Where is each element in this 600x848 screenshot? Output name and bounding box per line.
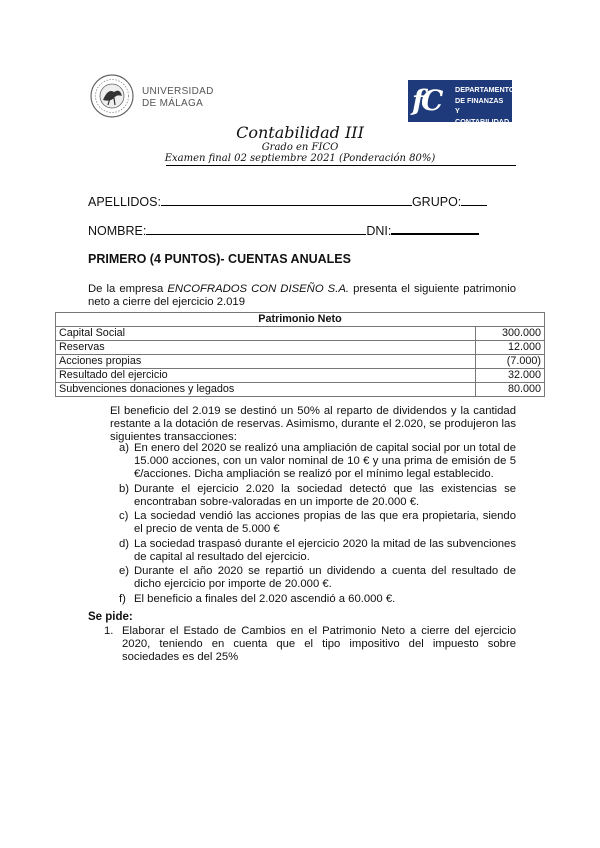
item-text: La sociedad vendió las acciones propias de las que era propietaria, siendo el precio de venta de 5.000 € — [134, 510, 516, 535]
table-header: Patrimonio Neto — [56, 313, 545, 327]
item-marker: d) — [119, 537, 130, 550]
row-value: 12.000 — [476, 341, 545, 355]
department-logo-mark: fC — [412, 84, 441, 117]
patrimonio-neto-table — [55, 312, 545, 397]
item-text: Durante el año 2020 se repartió un dividendo a cuenta del resultado de dicho ejercicio por importe de 20.000 €. — [134, 565, 516, 590]
exam-session: Examen final 02 septiembre 2021 (Ponderación 80%) — [164, 153, 436, 164]
exam-degree: Grado en FICO — [261, 142, 339, 153]
intro-before: De la empresa — [88, 283, 168, 295]
apellidos-label: APELLIDOS: — [88, 195, 161, 209]
row-value: 32.000 — [476, 369, 545, 383]
company-name: ENCOFRADOS CON DISEÑO S.A. — [167, 283, 350, 295]
intro-after: presenta el siguiente patrimonio neto a cierre del ejercicio 2.019 — [88, 283, 516, 308]
department-line-3: Y CONTABILIDAD — [455, 106, 510, 126]
section-title: PRIMERO (4 PUNTOS)- CUENTAS ANUALES — [88, 252, 351, 266]
nombre-row — [88, 220, 479, 239]
table-header-row — [56, 313, 545, 327]
item-marker: e) — [119, 565, 130, 577]
apellidos-field[interactable] — [161, 192, 412, 206]
row-value: 300.000 — [476, 327, 545, 341]
intro-text — [88, 283, 516, 309]
list-item — [110, 483, 516, 509]
university-line-2: DE MÁLAGA — [142, 98, 204, 109]
item-text: En enero del 2020 se realizó una ampliación de capital social por un total de 15.000 acciones, con un valor nominal de 10 € y una prima de emisión de 5 €/acciones. Dicha ampliación se realizó por el mínimo legal establecido. — [134, 442, 516, 480]
university-line-1: UNIVERSIDAD — [142, 86, 214, 97]
item-text: Durante el ejercicio 2.020 la sociedad detectó que las existencias se encontraban sobre-valoradas en un importe de 20.000 €. — [134, 482, 516, 508]
row-concept: Reservas — [56, 341, 476, 355]
item-marker: b) — [119, 482, 130, 495]
apellidos-row — [88, 192, 487, 210]
table-row — [56, 327, 545, 341]
exam-title: Contabilidad III — [236, 123, 364, 142]
item-text: El beneficio a finales del 2.020 ascendió a 60.000 €. — [134, 592, 396, 605]
grupo-label: GRUPO: — [411, 195, 462, 209]
department-name — [455, 85, 515, 127]
se-pide-heading: Se pide: — [88, 611, 133, 623]
list-item — [110, 510, 516, 536]
row-concept: Capital Social — [56, 327, 476, 341]
dni-label: DNI: — [366, 224, 392, 238]
university-seal-icon — [90, 74, 134, 118]
row-value: (7.000) — [476, 355, 545, 369]
item-text: La sociedad traspasó durante el ejercicio 2020 la mitad de las subvenciones de capital al resultado del ejercicio. — [134, 537, 516, 563]
table-row — [56, 355, 545, 369]
transactions-list — [110, 442, 516, 607]
row-concept: Acciones propias — [56, 355, 476, 369]
row-concept: Subvenciones donaciones y legados — [56, 383, 476, 397]
department-line-2: DE FINANZAS — [455, 95, 504, 105]
table-row — [56, 341, 545, 355]
list-item — [110, 565, 516, 591]
dni-field[interactable] — [391, 220, 479, 235]
item-marker: c) — [119, 510, 129, 522]
nombre-label: NOMBRE: — [88, 224, 147, 238]
item-marker: a) — [119, 442, 130, 454]
grupo-field[interactable] — [461, 192, 487, 206]
nombre-field[interactable] — [146, 221, 366, 235]
list-item — [110, 442, 516, 481]
table-row — [56, 369, 545, 383]
department-line-1: DEPARTAMENTO — [455, 85, 515, 94]
university-name — [142, 86, 214, 110]
question-item — [104, 625, 516, 664]
row-concept: Resultado del ejercicio — [56, 369, 476, 383]
question-text: Elaborar el Estado de Cambios en el Patrimonio Neto a cierre del ejercicio 2020, teniendo en cuenta que el tipo impositivo del impuesto sobre sociedades es del 25% — [122, 625, 516, 663]
item-marker: f) — [119, 592, 126, 605]
list-item — [110, 538, 516, 564]
row-value: 80.000 — [476, 383, 545, 397]
department-logo — [408, 80, 515, 126]
header-divider — [166, 165, 516, 166]
question-number: 1. — [104, 625, 114, 637]
table-row — [56, 383, 545, 397]
context-paragraph: El beneficio del 2.019 se destinó un 50% al reparto de dividendos y la cantidad restante a la dotación de reservas. Asimismo, durante el 2.020, se produjeron las siguientes transacciones: — [110, 405, 516, 443]
list-item — [110, 593, 516, 606]
